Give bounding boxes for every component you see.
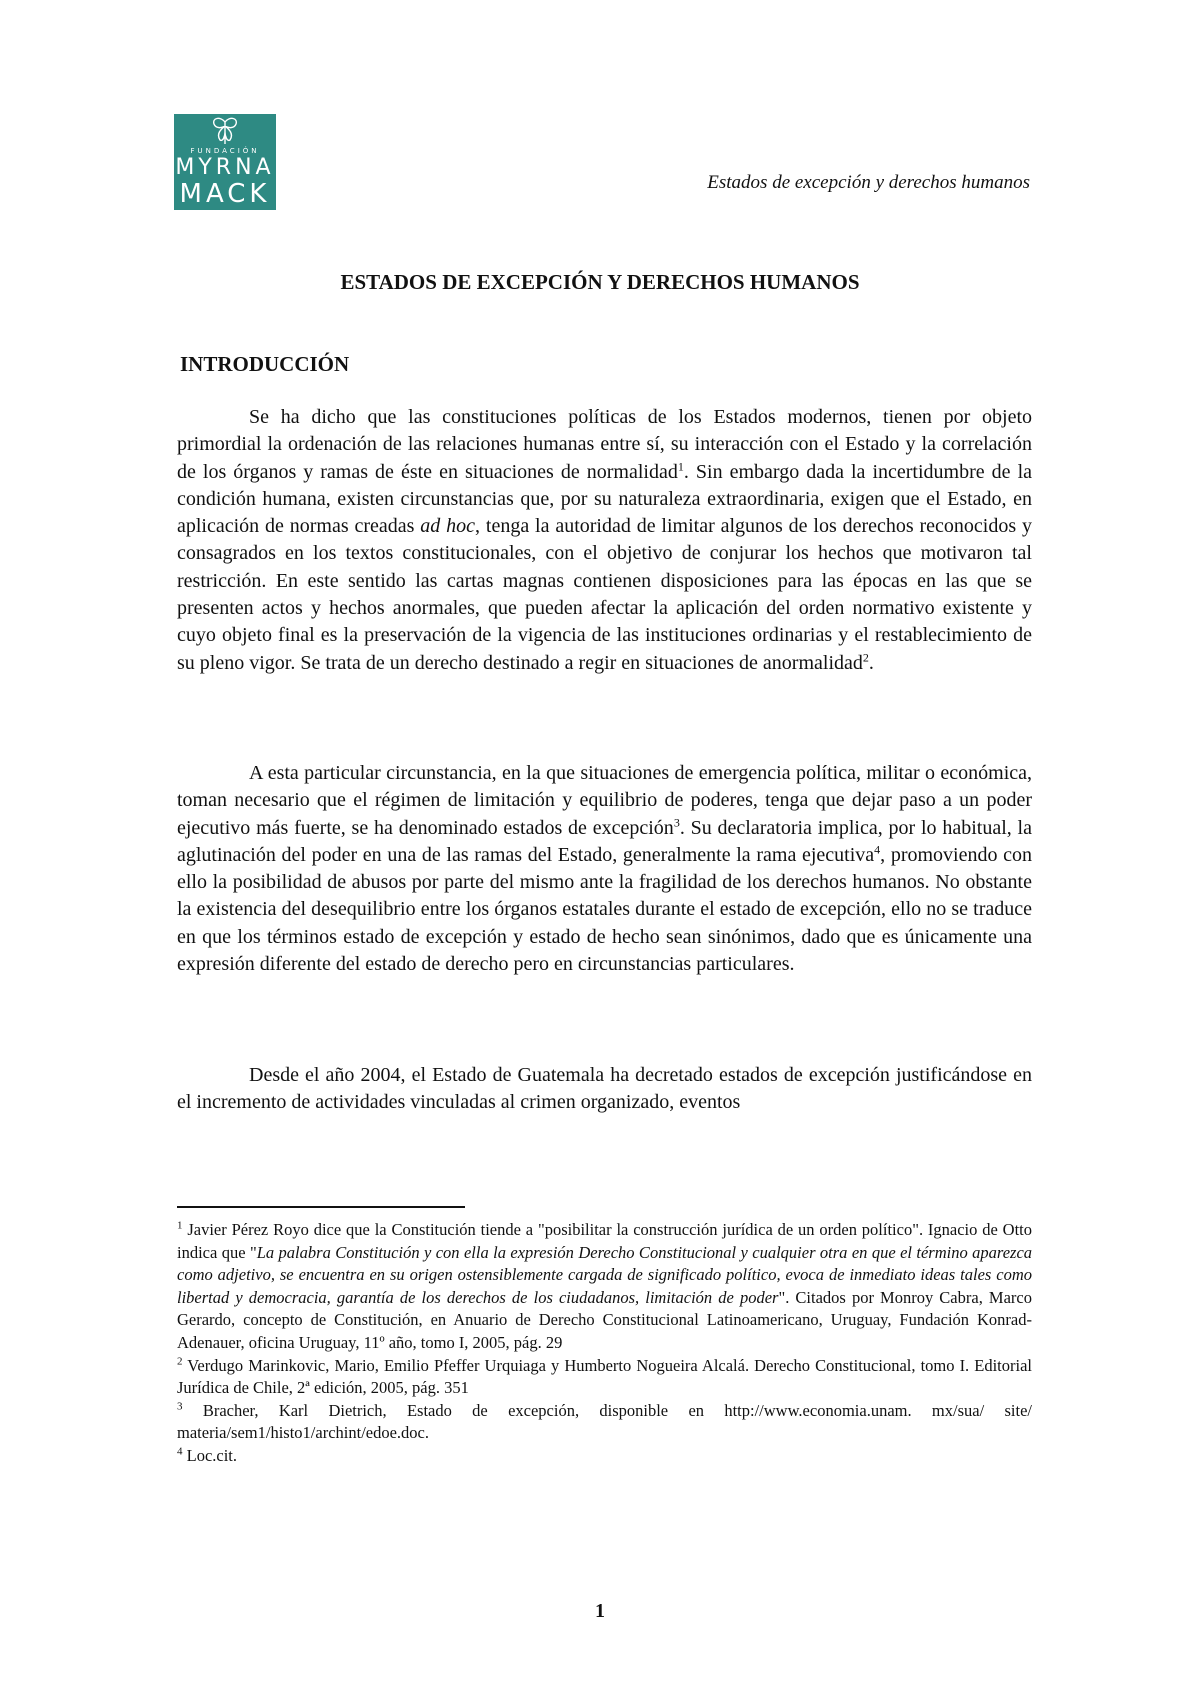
footnote-ref: 4	[874, 842, 881, 857]
butterfly-icon	[174, 114, 276, 148]
paragraph-text: A esta particular circunstancia, en la que situaciones de emergencia política, militar o económica, toman necesario que el régimen de limitación y equilibrio de poderes, tenga que dejar paso a un poder ejecutivo más fuerte, se ha denominado estados de excepción	[177, 762, 1032, 839]
foundation-logo	[174, 114, 276, 210]
footnote-number: 2	[177, 1355, 183, 1368]
footnotes	[177, 1219, 1032, 1468]
document-title: ESTADOS DE EXCEPCIÓN Y DERECHOS HUMANOS	[340, 270, 860, 294]
footnote-2	[177, 1355, 1032, 1400]
italic-term: ad hoc	[420, 515, 476, 538]
paragraph-text: . Su declaratoria implica, por lo habitual, la aglutinación del poder en una de las ramas del Estado, generalmente la rama ejecutiva	[177, 816, 1032, 866]
footnote-quote: La palabra Constitución y con ella la expresión Derecho Constitucional y cualquier otra en que el término aparezca como adjetivo, se encuentra en su origen ostensiblemente cargada de significado político, evoca de inmediato ideas tales como libertad y democracia, garantía de los derechos de los ciudadanos, limitación de poder	[177, 1242, 1033, 1307]
footnote-4	[177, 1445, 1032, 1468]
logo-name-line1: MYRNA	[175, 155, 275, 180]
paragraph-text: Se ha dicho que las constituciones políticas de los Estados modernos, tienen por objeto primordial la ordenación de las relaciones humanas entre sí, su interacción con el Estado y la correlación de los órganos y ramas de éste en situaciones de normalidad	[177, 406, 1032, 483]
section-heading: INTRODUCCIÓN	[180, 352, 350, 376]
paragraph-3	[177, 1062, 1032, 1117]
footnote-ref: 2	[862, 650, 869, 665]
footnote-ref: 1	[677, 458, 684, 473]
paragraph-text: , tenga la autoridad de limitar algunos de los derechos reconocidos y consagrados en los textos constitucionales, con el objetivo de conjurar los hechos que motivaron tal restricción. En este sentido las cartas magnas contienen disposiciones para las épocas en las que se presenten actos y hechos anormales, que pueden afectar la aplicación del orden normativo existente y cuyo objeto final es la preservación de la vigencia de las instituciones ordinarias y el restablecimiento de su pleno vigor. Se trata de un derecho destinado a regir en situaciones de anormalidad	[177, 515, 1032, 674]
paragraph-text: .	[868, 651, 874, 674]
footnote-1	[177, 1219, 1032, 1355]
logo-org-label: FUNDACIÓN	[190, 147, 260, 155]
paragraph-text: Desde el año 2004, el Estado de Guatemala ha decretado estados de excepción justificándose en el incremento de actividades vinculadas al crimen organizado, eventos	[177, 1064, 1032, 1114]
page-number: 1	[595, 1600, 605, 1622]
footnote-text: Verdugo Marinkovic, Mario, Emilio Pfeffer Urquiaga y Humberto Nogueira Alcalá. Derecho Constitucional, tomo I. Editorial Jurídica de Chile, 2ª edición, 2005, pág. 351	[177, 1355, 1032, 1398]
paragraph-text: , promoviendo con ello la posibilidad de abusos por parte del mismo ante la fragilidad de los derechos humanos. No obstante la existencia del desequilibrio entre los órganos estatales durante el estado de excepción, ello no se traduce en que los términos estado de excepción y estado de hecho sean sinónimos, dado que es únicamente una expresión diferente del estado de derecho pero en circunstancias particulares.	[177, 843, 1033, 976]
footnote-number: 1	[177, 1219, 183, 1232]
footnote-text: Loc.cit.	[182, 1445, 238, 1465]
paragraph-2	[177, 760, 1032, 978]
footnote-text: Javier Pérez Royo dice que la Constitución tiende a "posibilitar la construcción jurídica de un orden político". Ignacio de Otto indica que "	[177, 1220, 1032, 1262]
paragraph-1	[177, 404, 1032, 677]
logo-name-line2: MACK	[179, 179, 271, 209]
footnote-text: ". Citados por Monroy Cabra, Marco Gerardo, concepto de Constitución, en Anuario de Derecho Constitucional Latinoamericano, Uruguay, Fundación Konrad-Adenauer, oficina Uruguay, 11º año, tomo I, 2005, pág. 29	[177, 1287, 1032, 1352]
footnote-ref: 3	[673, 814, 680, 829]
running-header: Estados de excepción y derechos humanos	[707, 172, 1030, 193]
footnote-3	[177, 1400, 1032, 1445]
footnote-separator	[177, 1206, 465, 1208]
paragraph-text: . Sin embargo dada la incertidumbre de la condición humana, existen circunstancias que, por su naturaleza extraordinaria, exigen que el Estado, en aplicación de normas creadas	[177, 460, 1032, 538]
footnote-number: 4	[177, 1445, 183, 1458]
footnote-text: Bracher, Karl Dietrich, Estado de excepción, disponible en http://www.economia.unam. mx/sua/ site/ materia/sem1/histo1/archint/edoe.doc.	[177, 1400, 1032, 1443]
footnote-number: 3	[177, 1400, 183, 1413]
